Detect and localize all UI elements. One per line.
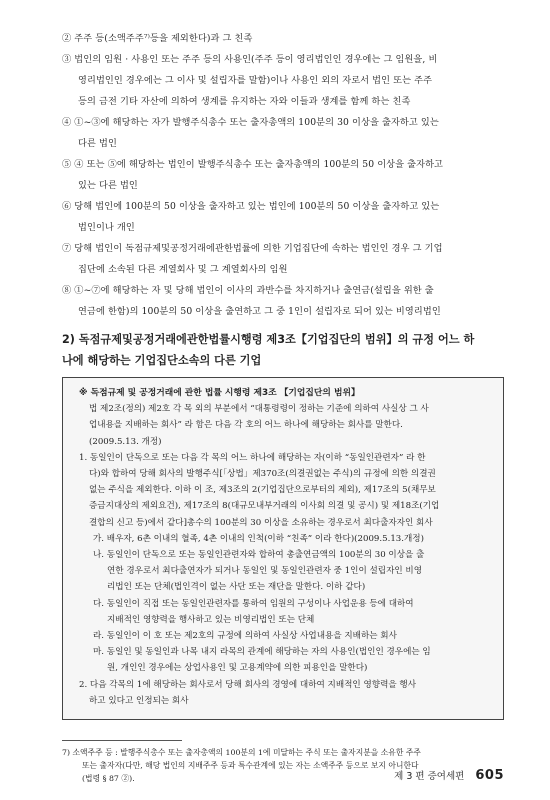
statute-line: 라. 동일인이 이 호 또는 제2호의 규정에 의하여 사실상 사업내용을 지배하는 회사 — [93, 631, 397, 642]
statute-line: 리법인 또는 단체(법인격이 없는 사단 또는 재단을 말한다. 이하 같다) — [107, 582, 366, 593]
section-heading-line-1: 2) 독점규제및공정거래에관한법률시행령 제3조【기업집단의 범위】의 규정 어느 하 — [62, 333, 475, 346]
statute-line: 결합의 신고 등)에서 같다]총수의 100분의 30 이상을 소유하는 경우로서 최다출자자인 회사 — [89, 517, 433, 528]
footnote-line: 또는 출자자(다만, 해당 법인의 지배주주 등과 특수관계에 있는 자는 소액주주 등으로 보지 아니한다 — [82, 761, 419, 770]
statute-box-body — [73, 401, 493, 709]
statute-line: 지배적인 영향력을 행사하고 있는 비영리법인 또는 단체 — [107, 614, 315, 625]
chapter-title: 제 3 편 증여세편 — [394, 771, 465, 782]
statute-line: 하고 있다고 인정되는 회사 — [89, 695, 189, 706]
related-party-list — [62, 28, 504, 322]
footnote-line: 7) 소액주주 등 : 발행주식총수 또는 출자총액의 100분의 1에 미달하는 주식 또는 출자지분을 소유한 주주 — [62, 748, 421, 757]
section-heading — [62, 329, 504, 371]
list-item-line: 다른 법인 — [78, 138, 117, 149]
statute-box-title: ※ 독점규제 및 공정거래에 관한 법률 시행령 제3조 【기업집단의 범위】 — [79, 388, 360, 398]
list-item — [62, 49, 504, 112]
statute-line: 연한 경우로서 최다출연자가 되거나 동일인 및 동일인관련자 중 1인이 설립자인 비영 — [107, 566, 423, 577]
list-item — [62, 112, 504, 154]
list-item-line: ③ 법인의 임원 · 사용인 또는 주주 등의 사용인(주주 등이 영리법인인 경우에는 그 임원을, 비 — [62, 54, 438, 65]
page-footer — [394, 768, 504, 783]
statute-line: 원, 개인인 경우에는 상업사용인 및 고용계약에 의한 피용인을 말한다) — [107, 663, 368, 674]
statute-line: 법 제2조(정의) 제2호 각 목 외의 부분에서 “대통령령이 정하는 기준에 의하여 사실상 그 사 — [89, 404, 429, 415]
list-item — [62, 28, 504, 49]
list-item-line: ⑤ ④ 또는 ⑤에 해당하는 법인이 발행주식총수 또는 출자총액의 100분의 50 이상을 출자하고 — [62, 159, 444, 170]
list-item — [62, 154, 504, 196]
list-item-line: 있는 다른 법인 — [78, 180, 138, 191]
section-heading-line-2: 나에 해당하는 기업집단소속의 다른 기업 — [62, 354, 262, 367]
list-item-line: 등의 금전 기타 자산에 의하여 생계를 유지하는 자와 이들과 생계를 함께 하는 친족 — [78, 96, 411, 107]
list-item-line: 영리법인인 경우에는 그 이사 및 설립자를 말함)이나 사용인 외의 자로서 법인 또는 주주 — [78, 75, 433, 86]
list-item — [62, 280, 504, 322]
list-item-line: ⑦ 당해 법인이 독점규제및공정거래에관한법률에 의한 기업집단에 속하는 법인인 경우 그 기업 — [62, 243, 443, 254]
list-item-line: 법인이나 개인 — [78, 222, 135, 233]
list-item-line: 연금에 한함)의 100분의 50 이상을 출연하고 그 중 1인이 설립자로 되어 있는 비영리법인 — [78, 306, 441, 317]
footnote-line: (법령 § 87 ②). — [82, 774, 135, 783]
statute-line: 증금지대상의 제외요건), 제17조의 8(대규모내부거래의 이사회 의결 및 공시) 및 제18조(기업 — [89, 501, 440, 512]
footnote-divider — [62, 740, 182, 741]
list-item-line: ② 주주 등(소액주주⁷⁾등을 제외한다)과 그 친족 — [62, 33, 253, 44]
statute-line: 다. 동일인이 직접 또는 동일인관련자를 통하여 임원의 구성이나 사업운용 등에 대하여 — [93, 598, 414, 609]
list-item-line: ⑧ ①~⑦에 해당하는 자 및 당해 법인이 이사의 과반수를 차지하거나 출연금(설립을 위한 출 — [62, 285, 434, 296]
statute-line: 없는 주식을 제외한다. 이하 이 조, 제3조의 2(기업집단으로부터의 제외), 제17조의 5(채무보 — [89, 485, 436, 496]
statute-line: 2. 다음 각목의 1에 해당하는 회사로서 당해 회사의 경영에 대하여 지배적인 영향력을 행사 — [79, 679, 417, 690]
statute-box — [62, 377, 504, 720]
page-number: 605 — [475, 768, 504, 783]
list-item-line: ⑥ 당해 법인에 100분의 50 이상을 출자하고 있는 법인에 100분의 50 이상을 출자하고 있는 — [62, 201, 440, 212]
statute-line: 업내용을 지배하는 회사” 라 함은 다음 각 호의 어느 하나에 해당하는 회사를 말한다. — [89, 420, 403, 431]
statute-line: 가. 배우자, 6촌 이내의 혈족, 4촌 이내의 인척(이하 “친족” 이라 한다)(2009.5.13.개정) — [93, 533, 424, 544]
statute-line: 다)와 합하여 당해 회사의 발행주식[「상법」제370조(의결권없는 주식)의 규정에 의한 의결권 — [89, 469, 436, 480]
statute-line: 마. 동일인 및 동일인과 나목 내지 라목의 관계에 해당하는 자의 사용인(법인인 경우에는 임 — [93, 647, 431, 658]
statute-line: 나. 동일인이 단독으로 또는 동일인관련자와 합하여 총출연금액의 100분의 30 이상을 출 — [93, 550, 425, 561]
list-item-line: ④ ①~③에 해당하는 자가 발행주식총수 또는 출자총액의 100분의 30 이상을 출자하고 있는 — [62, 117, 439, 128]
list-item-line: 집단에 소속된 다른 계열회사 및 그 계열회사의 임원 — [78, 264, 288, 275]
list-item — [62, 196, 504, 238]
list-item — [62, 238, 504, 280]
statute-line: (2009.5.13. 개정) — [89, 436, 162, 447]
statute-line: 1. 동일인이 단독으로 또는 다음 각 목의 어느 하나에 해당하는 자(이하 “동일인관련자” 라 한 — [79, 452, 426, 463]
